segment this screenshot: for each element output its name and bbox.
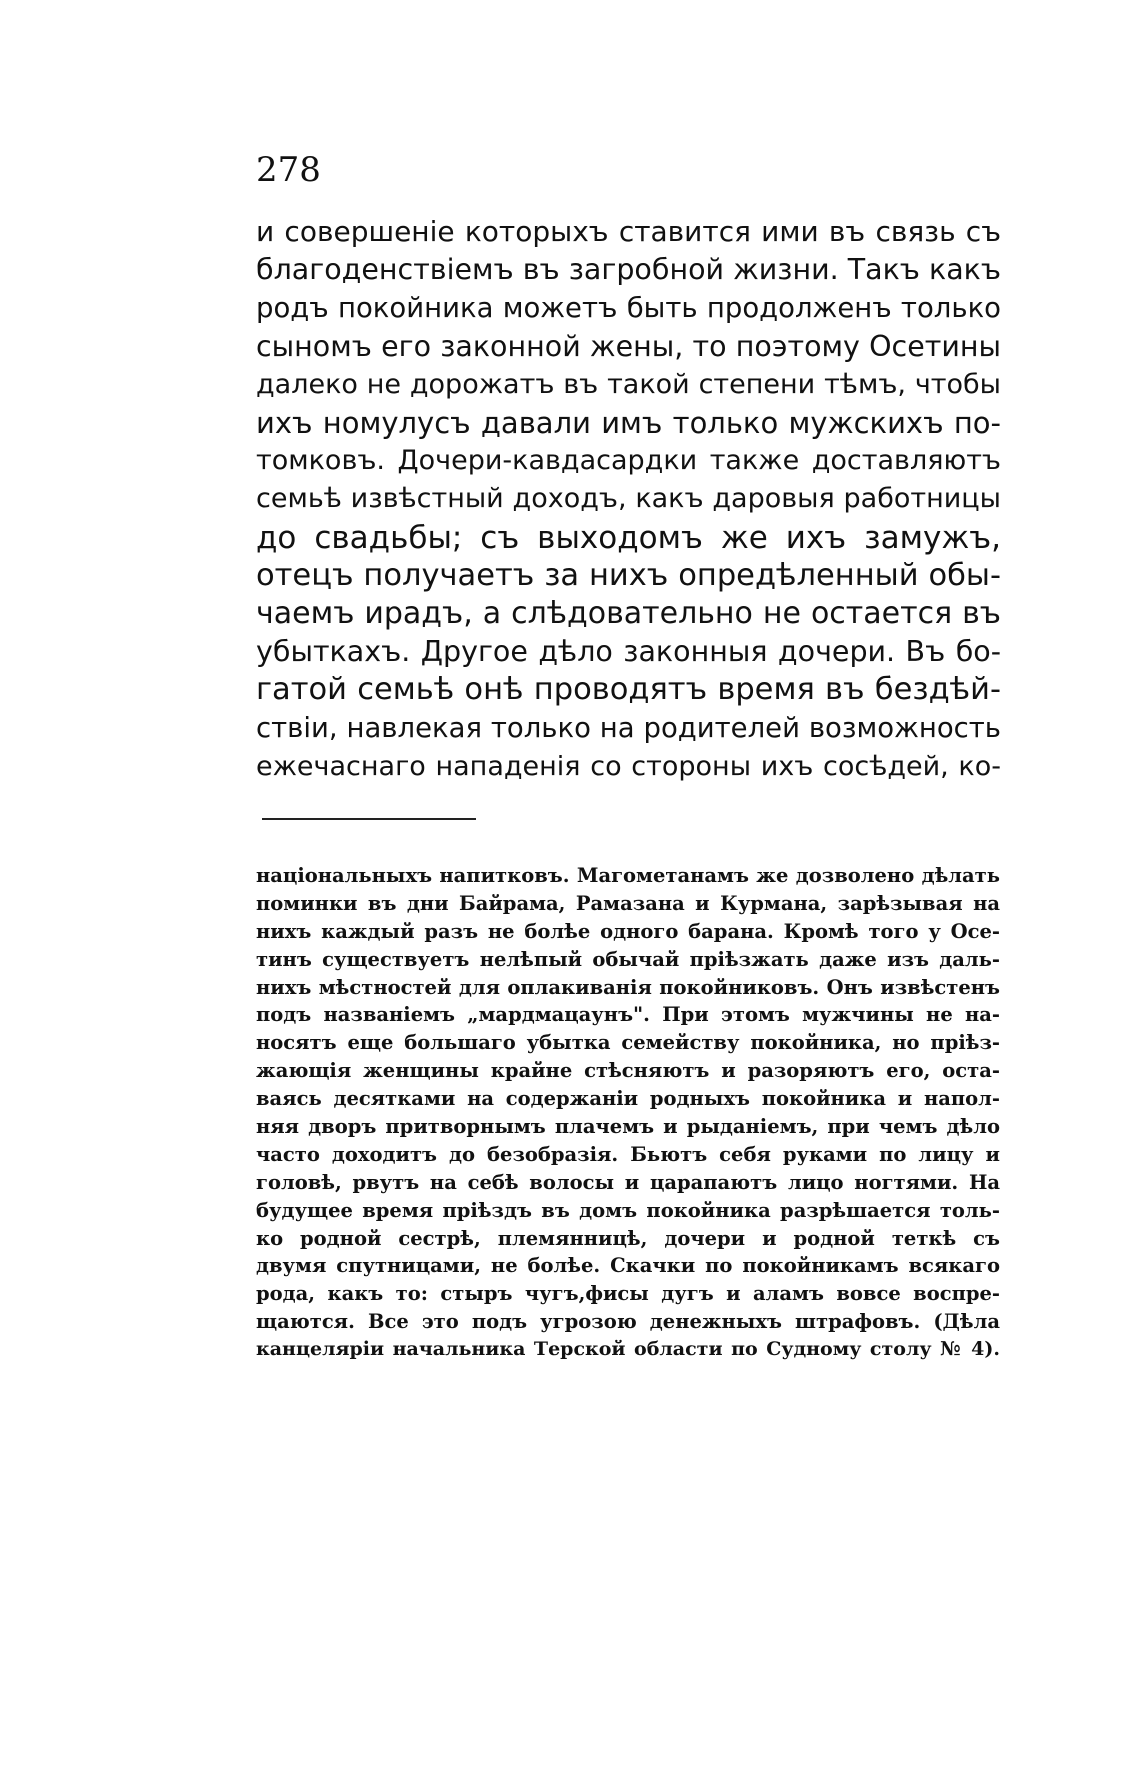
footnote-line: жающія женщины крайне стѣсняютъ и разоряютъ его, оста-	[256, 1059, 1000, 1083]
footnote-line: канцеляріи начальника Терской области по Судному столу № 4).	[256, 1338, 1000, 1361]
footnote-line: двумя спутницами, не болѣе. Скачки по покойникамъ всякаго	[256, 1254, 1000, 1278]
footnote-line: національныхъ напитковъ. Магометанамъ же дозволено дѣлать	[256, 864, 1000, 887]
body-line: убыткахъ. Другое дѣло законныя дочери. Въ бо-	[256, 635, 1001, 669]
footnote-line: ко родной сестрѣ, племянницѣ, дочери и родной теткѣ съ	[256, 1226, 1000, 1250]
footnote-line: нихъ мѣстностей для оплакиванія покойниковъ. Онъ извѣстенъ	[256, 975, 1000, 999]
body-line: томковъ. Дочери-кавдасардки также доставляютъ	[256, 445, 1001, 477]
body-line: ствіи, навлекая только на родителей возможность	[256, 712, 1001, 745]
body-line: сыномъ его законной жены, то поэтому Осетины	[256, 329, 1001, 363]
footnote-line: нихъ каждый разъ не болѣе одного барана. Кромѣ того у Осе-	[256, 919, 1000, 943]
body-line: далеко не дорожатъ въ такой степени тѣмъ, чтобы	[256, 368, 1001, 400]
footnote-line: подъ названіемъ „мардмацаунъ". При этомъ мужчины не на-	[256, 1003, 1000, 1027]
footnote-line: щаются. Все это подъ угрозою денежныхъ штрафовъ. (Дѣла	[256, 1310, 1000, 1334]
body-line: родъ покойника можетъ быть продолженъ только	[256, 292, 1001, 325]
footnote-line: поминки въ дни Байрама, Рамазана и Курмана, зарѣзывая на	[256, 891, 1000, 915]
footnote-text	[256, 862, 1000, 1364]
footnote-line: ваясь десятками на содержаніи родныхъ покойника и напол-	[256, 1087, 1000, 1111]
body-line: гатой семьѣ онѣ проводятъ время въ бездѣй-	[256, 672, 1001, 708]
body-line: отецъ получаетъ за нихъ опредѣленный обы-	[256, 557, 1001, 593]
footnote-line: часто доходитъ до безобразія. Бьютъ себя руками по лицу и	[256, 1142, 1000, 1166]
footnote-separator	[262, 818, 476, 820]
body-line: и совершеніе которыхъ ставится ими въ связь съ	[256, 215, 1001, 248]
footnote-line: тинъ существуетъ нелѣпый обычай пріѣзжать даже изъ даль-	[256, 947, 1000, 971]
body-line: до свадьбы; съ выходомъ же ихъ замужъ,	[256, 519, 1001, 556]
body-line: чаемъ ирадъ, а слѣдовательно не остается въ	[256, 595, 1001, 631]
footnote-line: носятъ еще большаго убытка семейству покойника, но пріѣз-	[256, 1031, 1000, 1055]
footnote-line: будущее время пріѣздъ въ домъ покойника разрѣшается толь-	[256, 1198, 1000, 1222]
body-line: ежечаснаго нападенія со стороны ихъ сосѣдей, ко-	[256, 750, 1001, 782]
body-text	[256, 213, 1001, 786]
body-line: благоденствіемъ въ загробной жизни. Такъ какъ	[256, 253, 1001, 287]
page-number: 278	[256, 150, 321, 190]
footnote-line: головѣ, рвутъ на себѣ волосы и царапаютъ лицо ногтями. На	[256, 1170, 1000, 1194]
body-line: семьѣ извѣстный доходъ, какъ даровыя работницы	[256, 483, 1001, 515]
footnote-line: няя дворъ притворнымъ плачемъ и рыданіемъ, при чемъ дѣло	[256, 1115, 1000, 1139]
footnote-line: рода, какъ то: стыръ чугъ,фисы дугъ и аламъ вовсе воспре-	[256, 1282, 1000, 1306]
body-line: ихъ номулусъ давали имъ только мужскихъ по-	[256, 405, 1001, 440]
